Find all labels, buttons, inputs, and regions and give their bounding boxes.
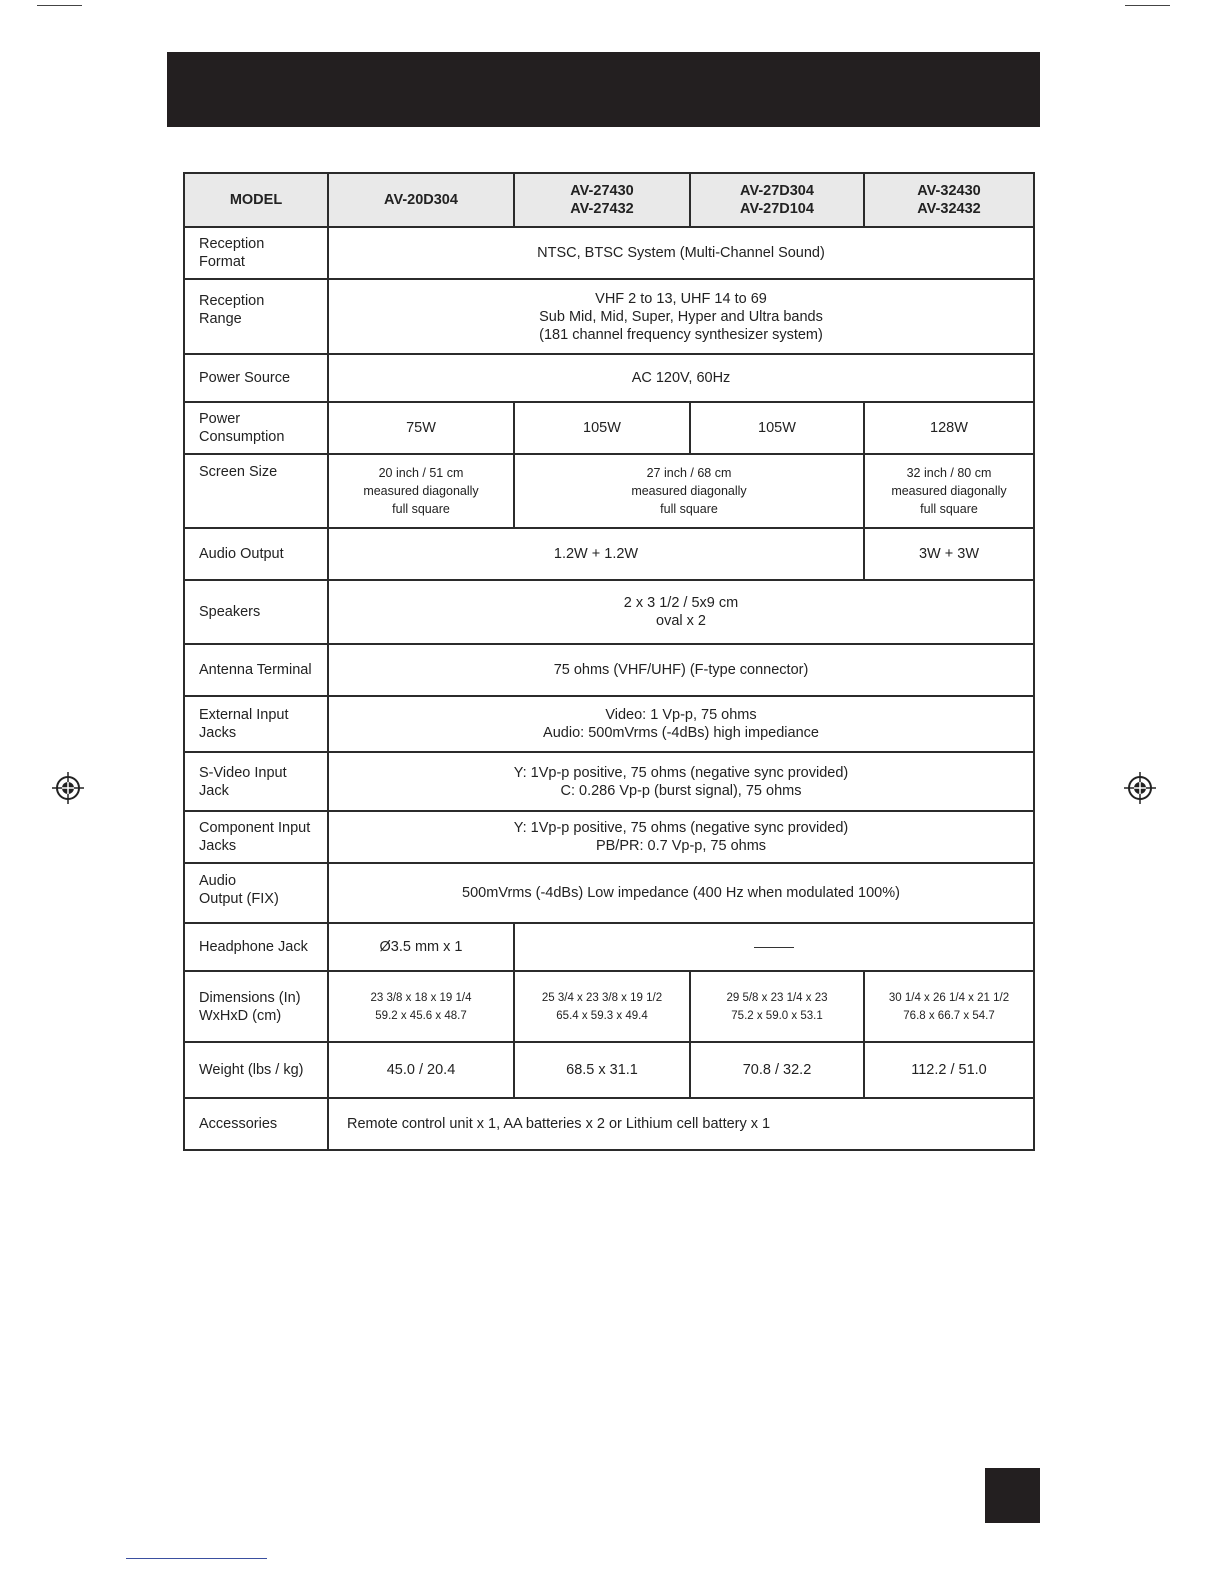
table-row xyxy=(184,923,1034,971)
row-value: AC 120V, 60Hz xyxy=(328,354,1034,402)
specifications-table xyxy=(183,172,1035,1151)
table-row xyxy=(184,580,1034,644)
row-value: 20 inch / 51 cm measured diagonally full square xyxy=(328,454,514,528)
crop-mark-top-right xyxy=(1125,5,1170,6)
row-label: S-Video Input Jack xyxy=(184,752,328,811)
row-label: Speakers xyxy=(184,580,328,644)
registration-mark-icon xyxy=(51,771,85,805)
row-value: 29 5/8 x 23 1/4 x 23 75.2 x 59.0 x 53.1 xyxy=(690,971,864,1042)
row-value: 128W xyxy=(864,402,1034,454)
row-label: Power Source xyxy=(184,354,328,402)
row-value-empty xyxy=(514,923,1034,971)
model-header: MODEL xyxy=(184,173,328,227)
crop-mark-top-left xyxy=(37,5,82,6)
row-value: 45.0 / 20.4 xyxy=(328,1042,514,1098)
row-value: Y: 1Vp-p positive, 75 ohms (negative sync provided) PB/PR: 0.7 Vp-p, 75 ohms xyxy=(328,811,1034,863)
row-label: Power Consumption xyxy=(184,402,328,454)
footer-line xyxy=(126,1558,267,1559)
row-value: NTSC, BTSC System (Multi-Channel Sound) xyxy=(328,227,1034,279)
row-label: Headphone Jack xyxy=(184,923,328,971)
table-row xyxy=(184,752,1034,811)
row-value: 70.8 / 32.2 xyxy=(690,1042,864,1098)
row-value: 105W xyxy=(514,402,690,454)
row-label: Weight (lbs / kg) xyxy=(184,1042,328,1098)
table-row xyxy=(184,402,1034,454)
table-row xyxy=(184,971,1034,1042)
table-header-row xyxy=(184,173,1034,227)
table-row xyxy=(184,279,1034,354)
page-number-box xyxy=(985,1468,1040,1523)
row-label: Antenna Terminal xyxy=(184,644,328,696)
table-row xyxy=(184,454,1034,528)
row-label: Audio Output xyxy=(184,528,328,580)
row-value: 23 3/8 x 18 x 19 1/4 59.2 x 45.6 x 48.7 xyxy=(328,971,514,1042)
row-label: Reception Range xyxy=(184,279,328,354)
row-value: 3W + 3W xyxy=(864,528,1034,580)
table-row xyxy=(184,354,1034,402)
row-value: 112.2 / 51.0 xyxy=(864,1042,1034,1098)
row-label: External Input Jacks xyxy=(184,696,328,752)
row-value: 27 inch / 68 cm measured diagonally full square xyxy=(514,454,864,528)
table-row xyxy=(184,1042,1034,1098)
table-row xyxy=(184,227,1034,279)
table-row xyxy=(184,644,1034,696)
model-col-2: AV-27430 AV-27432 xyxy=(514,173,690,227)
row-label: Audio Output (FIX) xyxy=(184,863,328,923)
row-value: 75 ohms (VHF/UHF) (F-type connector) xyxy=(328,644,1034,696)
model-col-3: AV-27D304 AV-27D104 xyxy=(690,173,864,227)
row-value: 2 x 3 1/2 / 5x9 cm oval x 2 xyxy=(328,580,1034,644)
row-value: 75W xyxy=(328,402,514,454)
row-label: Component Input Jacks xyxy=(184,811,328,863)
dash-mark xyxy=(754,947,794,948)
header-bar xyxy=(167,52,1040,127)
row-label: Accessories xyxy=(184,1098,328,1150)
row-value: 25 3/4 x 23 3/8 x 19 1/2 65.4 x 59.3 x 49.4 xyxy=(514,971,690,1042)
row-value: Ø3.5 mm x 1 xyxy=(328,923,514,971)
table-row xyxy=(184,696,1034,752)
model-col-1: AV-20D304 xyxy=(328,173,514,227)
row-value: 30 1/4 x 26 1/4 x 21 1/2 76.8 x 66.7 x 54.7 xyxy=(864,971,1034,1042)
row-label: Dimensions (In) WxHxD (cm) xyxy=(184,971,328,1042)
row-value: 32 inch / 80 cm measured diagonally full square xyxy=(864,454,1034,528)
table-row xyxy=(184,811,1034,863)
row-value: 105W xyxy=(690,402,864,454)
table-row xyxy=(184,1098,1034,1150)
table-row xyxy=(184,528,1034,580)
model-col-4: AV-32430 AV-32432 xyxy=(864,173,1034,227)
row-label: Reception Format xyxy=(184,227,328,279)
row-value: 500mVrms (-4dBs) Low impedance (400 Hz when modulated 100%) xyxy=(328,863,1034,923)
row-label: Screen Size xyxy=(184,454,328,528)
registration-mark-icon xyxy=(1123,771,1157,805)
row-value: VHF 2 to 13, UHF 14 to 69 Sub Mid, Mid, Super, Hyper and Ultra bands (181 channel frequency synthesizer system) xyxy=(328,279,1034,354)
row-value: Video: 1 Vp-p, 75 ohms Audio: 500mVrms (-4dBs) high impediance xyxy=(328,696,1034,752)
row-value: 1.2W + 1.2W xyxy=(328,528,864,580)
row-value: Remote control unit x 1, AA batteries x 2 or Lithium cell battery x 1 xyxy=(328,1098,1034,1150)
table-row xyxy=(184,863,1034,923)
row-value: 68.5 x 31.1 xyxy=(514,1042,690,1098)
row-value: Y: 1Vp-p positive, 75 ohms (negative sync provided) C: 0.286 Vp-p (burst signal), 75 ohms xyxy=(328,752,1034,811)
